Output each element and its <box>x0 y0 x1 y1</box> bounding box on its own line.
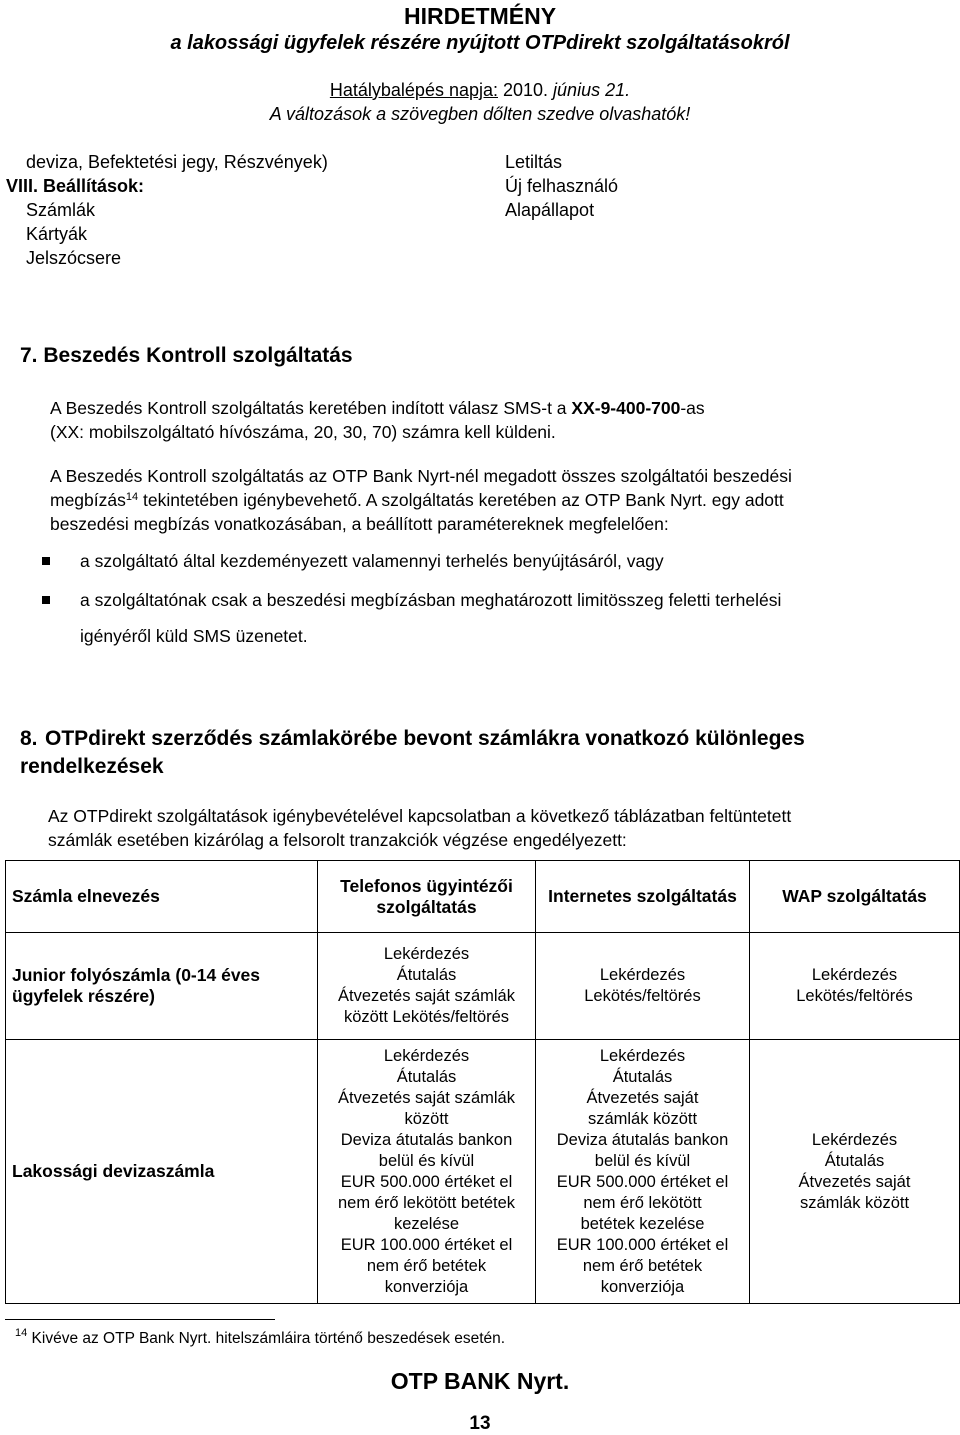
cell-line: között <box>404 1109 449 1128</box>
paragraph-line: Az OTPdirekt szolgáltatások igénybevételével kapcsolatban a következő táblázatban feltüntetett <box>48 806 792 826</box>
menu-right-column <box>505 150 618 222</box>
text-run: megbízás <box>50 490 126 510</box>
menu-item: Új felhasználó <box>505 176 619 196</box>
bullet-square-icon <box>42 596 50 604</box>
cell-line: belül és kívül <box>378 1151 475 1170</box>
cell-line: konverziója <box>600 1277 685 1296</box>
effective-date-year: 2010. <box>498 80 554 100</box>
cell-line: Átutalás <box>824 1151 885 1170</box>
section-7-paragraph-2 <box>50 464 930 536</box>
text-run: -as <box>680 398 705 418</box>
cell-line: között Lekötés/feltörés <box>343 1008 510 1026</box>
cell-line: nem érő lekötött <box>583 1193 702 1212</box>
cell-line: Átvezetés saját számlák <box>338 987 515 1005</box>
menu-item: Számlák <box>26 200 96 220</box>
effective-date-line <box>0 80 960 101</box>
section-8-paragraph <box>48 804 948 852</box>
phone-service-cell <box>318 933 536 1040</box>
account-name: Lakossági devizaszámla <box>6 1040 318 1304</box>
text-run: tekintetében igénybevehető. A szolgáltatás keretében az OTP Bank Nyrt. egy adott <box>138 490 784 510</box>
sms-number: XX-9-400-700 <box>571 398 681 418</box>
section-8-number: 8. <box>20 727 38 750</box>
cell-line: számlák között <box>587 1109 698 1128</box>
menu-left-column <box>6 150 328 270</box>
cell-line: konverziója <box>384 1277 469 1296</box>
column-header: Telefonos ügyintézői szolgáltatás <box>318 861 536 933</box>
table-header-row <box>6 861 960 933</box>
cell-line: Lekérdezés <box>383 1046 470 1065</box>
paragraph-line <box>50 488 930 512</box>
table-row <box>6 1040 960 1304</box>
cell-line: Átutalás <box>396 1067 457 1086</box>
wap-service-cell <box>750 933 960 1040</box>
menu-item: Alapállapot <box>505 200 595 220</box>
menu-item: Letiltás <box>505 152 563 172</box>
column-header: WAP szolgáltatás <box>750 861 960 933</box>
wap-service-cell <box>750 1040 960 1304</box>
list-item-text: a szolgáltató által kezdeményezett valamennyi terhelés benyújtásáról, vagy <box>80 551 664 571</box>
menu-item: Jelszócsere <box>26 248 122 268</box>
paragraph-line: számlák esetében kizárólag a felsorolt tranzakciók végzése engedélyezett: <box>48 830 627 850</box>
effective-date-rest: június 21. <box>553 80 631 100</box>
column-header: Internetes szolgáltatás <box>536 861 750 933</box>
section-8-heading-cont: rendelkezések <box>20 755 164 778</box>
cell-line: nem érő betétek <box>582 1256 703 1275</box>
account-transactions-table <box>5 860 960 1304</box>
cell-line: Lekérdezés <box>811 1130 898 1149</box>
cell-line: nem érő lekötött betétek <box>337 1193 516 1212</box>
cell-line: Deviza átutalás bankon <box>556 1130 729 1149</box>
cell-line: Lekérdezés <box>811 966 898 984</box>
cell-line: nem érő betétek <box>366 1256 487 1275</box>
section-8-heading: OTPdirekt szerződés számlakörébe bevont számlákra vonatkozó különleges <box>45 727 805 750</box>
page-number: 13 <box>469 1413 491 1434</box>
footer-bank-name: OTP BANK Nyrt. <box>390 1368 570 1394</box>
cell-line: Lekötés/feltörés <box>796 987 913 1005</box>
internet-service-cell <box>536 1040 750 1304</box>
cell-line: Deviza átutalás bankon <box>340 1130 513 1149</box>
footnote-divider <box>5 1319 275 1320</box>
cell-line: EUR 100.000 értéket el <box>340 1235 513 1254</box>
menu-item: Kártyák <box>26 224 88 244</box>
cell-line: EUR 100.000 értéket el <box>556 1235 729 1254</box>
paragraph-line: A Beszedés Kontroll szolgáltatás az OTP Bank Nyrt-nél megadott összes szolgáltatói beszedési <box>50 466 792 486</box>
cell-line: Átutalás <box>396 966 457 984</box>
cell-line: Lekérdezés <box>599 1046 686 1065</box>
cell-line: EUR 500.000 értéket el <box>556 1172 729 1191</box>
account-name: Junior folyószámla (0-14 éves ügyfelek részére) <box>6 933 318 1040</box>
cell-line: betétek kezelése <box>580 1214 705 1233</box>
text-run: A Beszedés Kontroll szolgáltatás keretében indított válasz SMS-t a <box>50 398 572 418</box>
cell-line: kezelése <box>393 1214 460 1233</box>
cell-line: Átutalás <box>612 1067 673 1086</box>
column-header: Számla elnevezés <box>6 861 318 933</box>
cell-line: Átvezetés saját <box>798 1172 911 1191</box>
cell-line: EUR 500.000 értéket el <box>340 1172 513 1191</box>
cell-line: belül és kívül <box>594 1151 691 1170</box>
footnote-ref[interactable]: 14 <box>125 491 139 503</box>
document-title: HIRDETMÉNY <box>403 3 557 29</box>
bullet-square-icon <box>42 557 50 565</box>
cell-line: Lekérdezés <box>383 945 470 963</box>
table-row <box>6 933 960 1040</box>
footnote-text: Kivéve az OTP Bank Nyrt. hitelszámláira történő beszedések esetén. <box>27 1330 506 1347</box>
menu-line: deviza, Befektetési jegy, Részvények) <box>26 152 328 172</box>
phone-service-cell <box>318 1040 536 1304</box>
section-7-paragraph-1 <box>50 396 930 444</box>
cell-line: Átvezetés saját számlák <box>338 1088 515 1107</box>
menu-heading-settings: VIII. Beállítások: <box>6 176 145 196</box>
list-item-text: a szolgáltatónak csak a beszedési megbízásban meghatározott limitösszeg feletti terhelési <box>80 590 782 610</box>
document-subtitle: a lakossági ügyfelek részére nyújtott OTPdirekt szolgáltatásokról <box>170 32 790 54</box>
footnote <box>15 1327 506 1348</box>
paragraph-line <box>50 396 930 420</box>
footnote-number: 14 <box>15 1327 28 1339</box>
cell-line: Lekérdezés <box>599 966 686 984</box>
effective-label: Hatálybalépés napja: <box>329 80 498 100</box>
section-7-heading: 7. Beszedés Kontroll szolgáltatás <box>20 344 353 367</box>
cell-line: Lekötés/feltörés <box>584 987 701 1005</box>
list-item-text: igényéről küld SMS üzenetet. <box>80 626 308 646</box>
paragraph-line: (XX: mobilszolgáltató hívószáma, 20, 30, 70) számra kell küldeni. <box>50 422 556 442</box>
cell-line: Átvezetés saját <box>586 1088 699 1107</box>
paragraph-line: beszedési megbízás vonatkozásában, a beállított paramétereknek megfelelően: <box>50 514 669 534</box>
changes-note: A változások a szövegben dőlten szedve olvashatók! <box>269 104 691 124</box>
cell-line: számlák között <box>799 1193 910 1212</box>
internet-service-cell <box>536 933 750 1040</box>
